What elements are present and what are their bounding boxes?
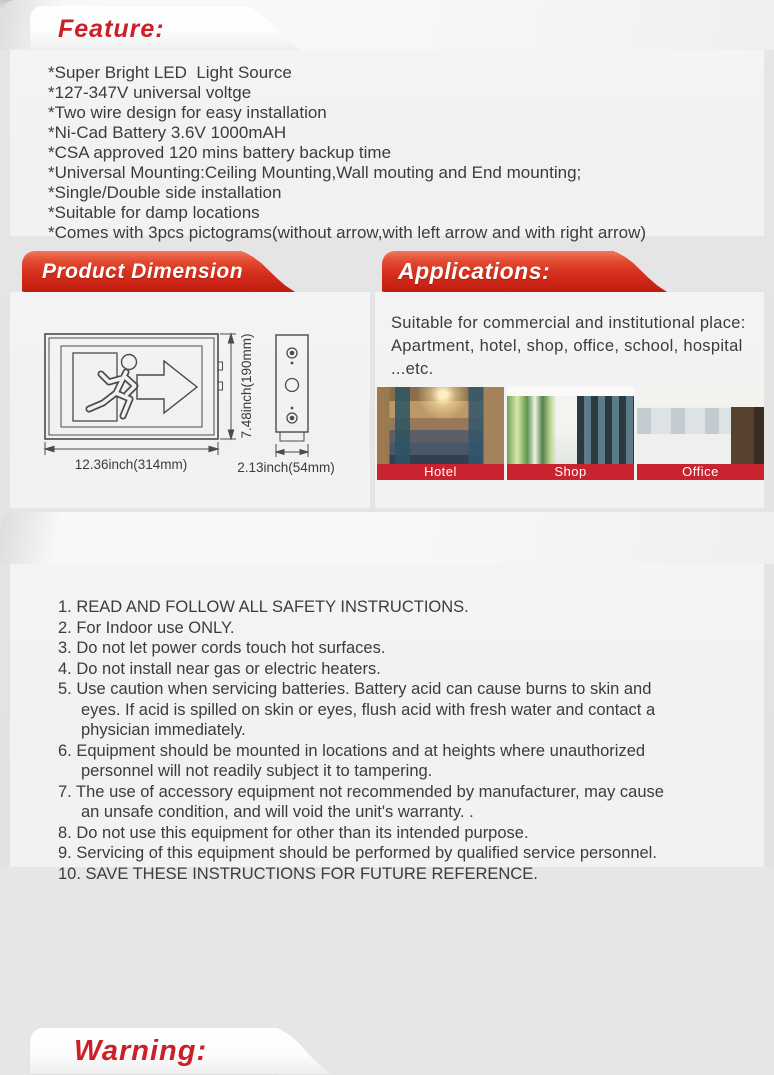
- warning-line: 2. For Indoor use ONLY.: [58, 618, 235, 637]
- application-photo: [377, 387, 504, 464]
- warning-line: physician immediately.: [81, 721, 246, 739]
- warning-line: 8. Do not use this equipment for other than its intended purpose.: [58, 823, 529, 842]
- warning-line: 4. Do not install near gas or electric heaters.: [58, 659, 381, 678]
- warning-banner-tail: [277, 1028, 331, 1074]
- warning-panel: [10, 564, 764, 883]
- right-arrow-icon: [137, 361, 197, 413]
- depth-dimension: [276, 444, 308, 457]
- applications-description-line: ...etc.: [391, 360, 434, 378]
- application-photo-label: Shop: [507, 464, 634, 480]
- warning-title: Warning:: [74, 1035, 208, 1067]
- application-photo: [507, 387, 634, 464]
- feature-list: [10, 50, 764, 243]
- product-dimension-banner: [22, 251, 242, 292]
- warning-line: 6. Equipment should be mounted in locations and at heights where unauthorized: [58, 741, 646, 760]
- application-photo-card: [507, 387, 634, 480]
- warning-line: 3. Do not let power cords touch hot surfaces.: [58, 639, 386, 657]
- applications-description-line: Suitable for commercial and institutional place:: [391, 314, 746, 332]
- depth-dimension-label: 2.13inch(54mm): [237, 460, 335, 475]
- feature-item: *Ni-Cad Battery 3.6V 1000mAH: [48, 123, 287, 142]
- warning-line: personnel will not readily subject it to tampering.: [81, 762, 433, 780]
- feature-item: *Universal Mounting:Ceiling Mounting,Wall mouting and End mounting;: [48, 163, 582, 182]
- warning-line: 1. READ AND FOLLOW ALL SAFETY INSTRUCTIONS.: [58, 598, 469, 616]
- applications-description: [391, 312, 760, 381]
- warning-line: an unsafe condition, and will void the unit's warranty. .: [81, 803, 474, 821]
- warning-line: 7. The use of accessory equipment not recommended by manufacturer, may cause: [58, 782, 664, 801]
- application-photo-label: Hotel: [377, 464, 504, 480]
- application-photo-label: Office: [637, 464, 764, 480]
- feature-header-strip: [0, 0, 774, 50]
- warning-line: 9. Servicing of this equipment should be performed by qualified service personnel.: [58, 844, 657, 862]
- door-frame-icon: [73, 353, 117, 421]
- feature-banner-tail: [247, 6, 301, 50]
- side-view-drawing: [276, 335, 308, 441]
- product-dimension-panel: [10, 292, 370, 508]
- warning-list: [10, 564, 764, 884]
- applications-title: Applications:: [398, 258, 551, 284]
- applications-panel: [375, 292, 764, 508]
- warning-line: eyes. If acid is spilled on skin or eyes, flush acid with fresh water and contact a: [81, 700, 656, 719]
- running-man-icon: [89, 355, 137, 417]
- application-photo-card: [637, 387, 764, 480]
- feature-item: *Two wire design for easy installation: [48, 103, 327, 122]
- width-dimension-label: 12.36inch(314mm): [74, 457, 188, 472]
- height-dimension-label: 7.48inch(190mm): [239, 333, 254, 439]
- warning-line: 10. SAVE THESE INSTRUCTIONS FOR FUTURE REFERENCE.: [58, 864, 538, 883]
- product-dimension-title: Product Dimension: [42, 260, 244, 283]
- feature-item: *Super Bright LED Light Source: [48, 63, 292, 82]
- feature-item: *127-347V universal voltge: [48, 83, 252, 102]
- product-dimension-banner-tail: [241, 251, 295, 292]
- application-photo-card: [377, 387, 504, 480]
- feature-item: *Comes with 3pcs pictograms(without arrow,with left arrow and with right arrow): [48, 223, 647, 242]
- feature-panel: [10, 50, 764, 242]
- feature-item: *CSA approved 120 mins battery backup time: [48, 143, 392, 162]
- application-photos: [377, 387, 764, 480]
- width-dimension: [45, 442, 218, 455]
- warning-banner: [30, 1028, 278, 1074]
- warning-line: 5. Use caution when servicing batteries. Battery acid can cause burns to skin and: [58, 680, 652, 698]
- applications-banner-tail: [613, 251, 667, 292]
- feature-item: *Single/Double side installation: [48, 183, 282, 202]
- feature-title: Feature:: [58, 15, 165, 43]
- application-photo: [637, 387, 764, 464]
- applications-banner: [382, 251, 614, 292]
- feature-banner: [30, 6, 248, 50]
- applications-description-line: Apartment, hotel, shop, office, school, hospital: [391, 337, 743, 355]
- feature-item: *Suitable for damp locations: [48, 203, 260, 222]
- dimension-drawing: [10, 292, 370, 507]
